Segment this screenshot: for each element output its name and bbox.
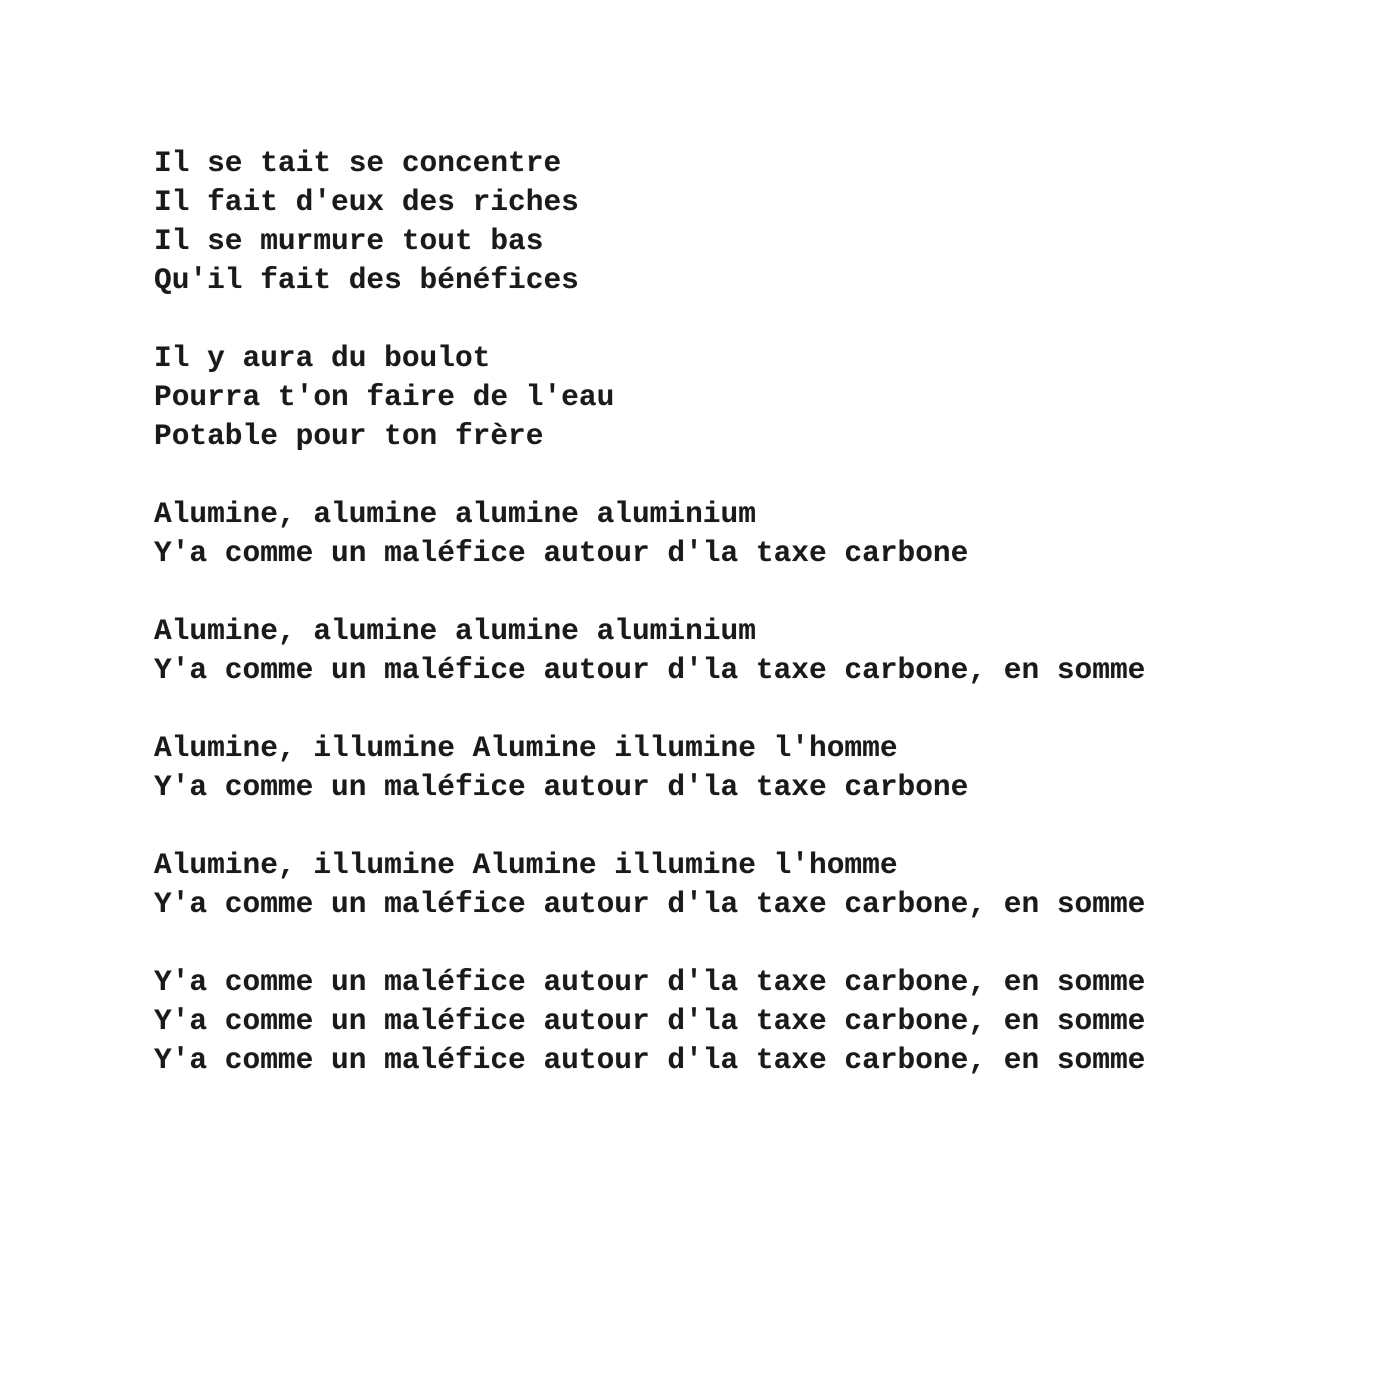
lyric-line: Y'a comme un maléfice autour d'la taxe carbone, en somme bbox=[154, 887, 1146, 921]
lyric-line: Il y aura du boulot bbox=[154, 341, 491, 375]
lyric-line: Potable pour ton frère bbox=[154, 419, 544, 453]
stanza-3 bbox=[154, 495, 1394, 573]
lyric-line: Y'a comme un maléfice autour d'la taxe carbone, en somme bbox=[154, 1004, 1146, 1038]
lyric-line: Alumine, illumine Alumine illumine l'homme bbox=[154, 848, 898, 882]
stanza-2 bbox=[154, 339, 1394, 456]
lyric-line: Y'a comme un maléfice autour d'la taxe carbone, en somme bbox=[154, 1043, 1146, 1077]
lyric-line: Alumine, alumine alumine aluminium bbox=[154, 497, 756, 531]
stanza-7 bbox=[154, 963, 1394, 1080]
lyrics-text bbox=[154, 144, 1394, 1119]
lyric-line: Y'a comme un maléfice autour d'la taxe carbone bbox=[154, 770, 969, 804]
lyric-line: Alumine, alumine alumine aluminium bbox=[154, 614, 756, 648]
lyric-line: Pourra t'on faire de l'eau bbox=[154, 380, 615, 414]
stanza-6 bbox=[154, 846, 1394, 924]
lyric-line: Y'a comme un maléfice autour d'la taxe carbone, en somme bbox=[154, 653, 1146, 687]
lyric-line: Il se murmure tout bas bbox=[154, 224, 544, 258]
lyric-line: Qu'il fait des bénéfices bbox=[154, 263, 579, 297]
lyric-line: Y'a comme un maléfice autour d'la taxe carbone, en somme bbox=[154, 965, 1146, 999]
lyric-line: Il se tait se concentre bbox=[154, 146, 562, 180]
stanza-1 bbox=[154, 144, 1394, 300]
stanza-4 bbox=[154, 612, 1394, 690]
lyric-line: Y'a comme un maléfice autour d'la taxe carbone bbox=[154, 536, 969, 570]
lyric-line: Il fait d'eux des riches bbox=[154, 185, 579, 219]
lyric-line: Alumine, illumine Alumine illumine l'homme bbox=[154, 731, 898, 765]
stanza-5 bbox=[154, 729, 1394, 807]
